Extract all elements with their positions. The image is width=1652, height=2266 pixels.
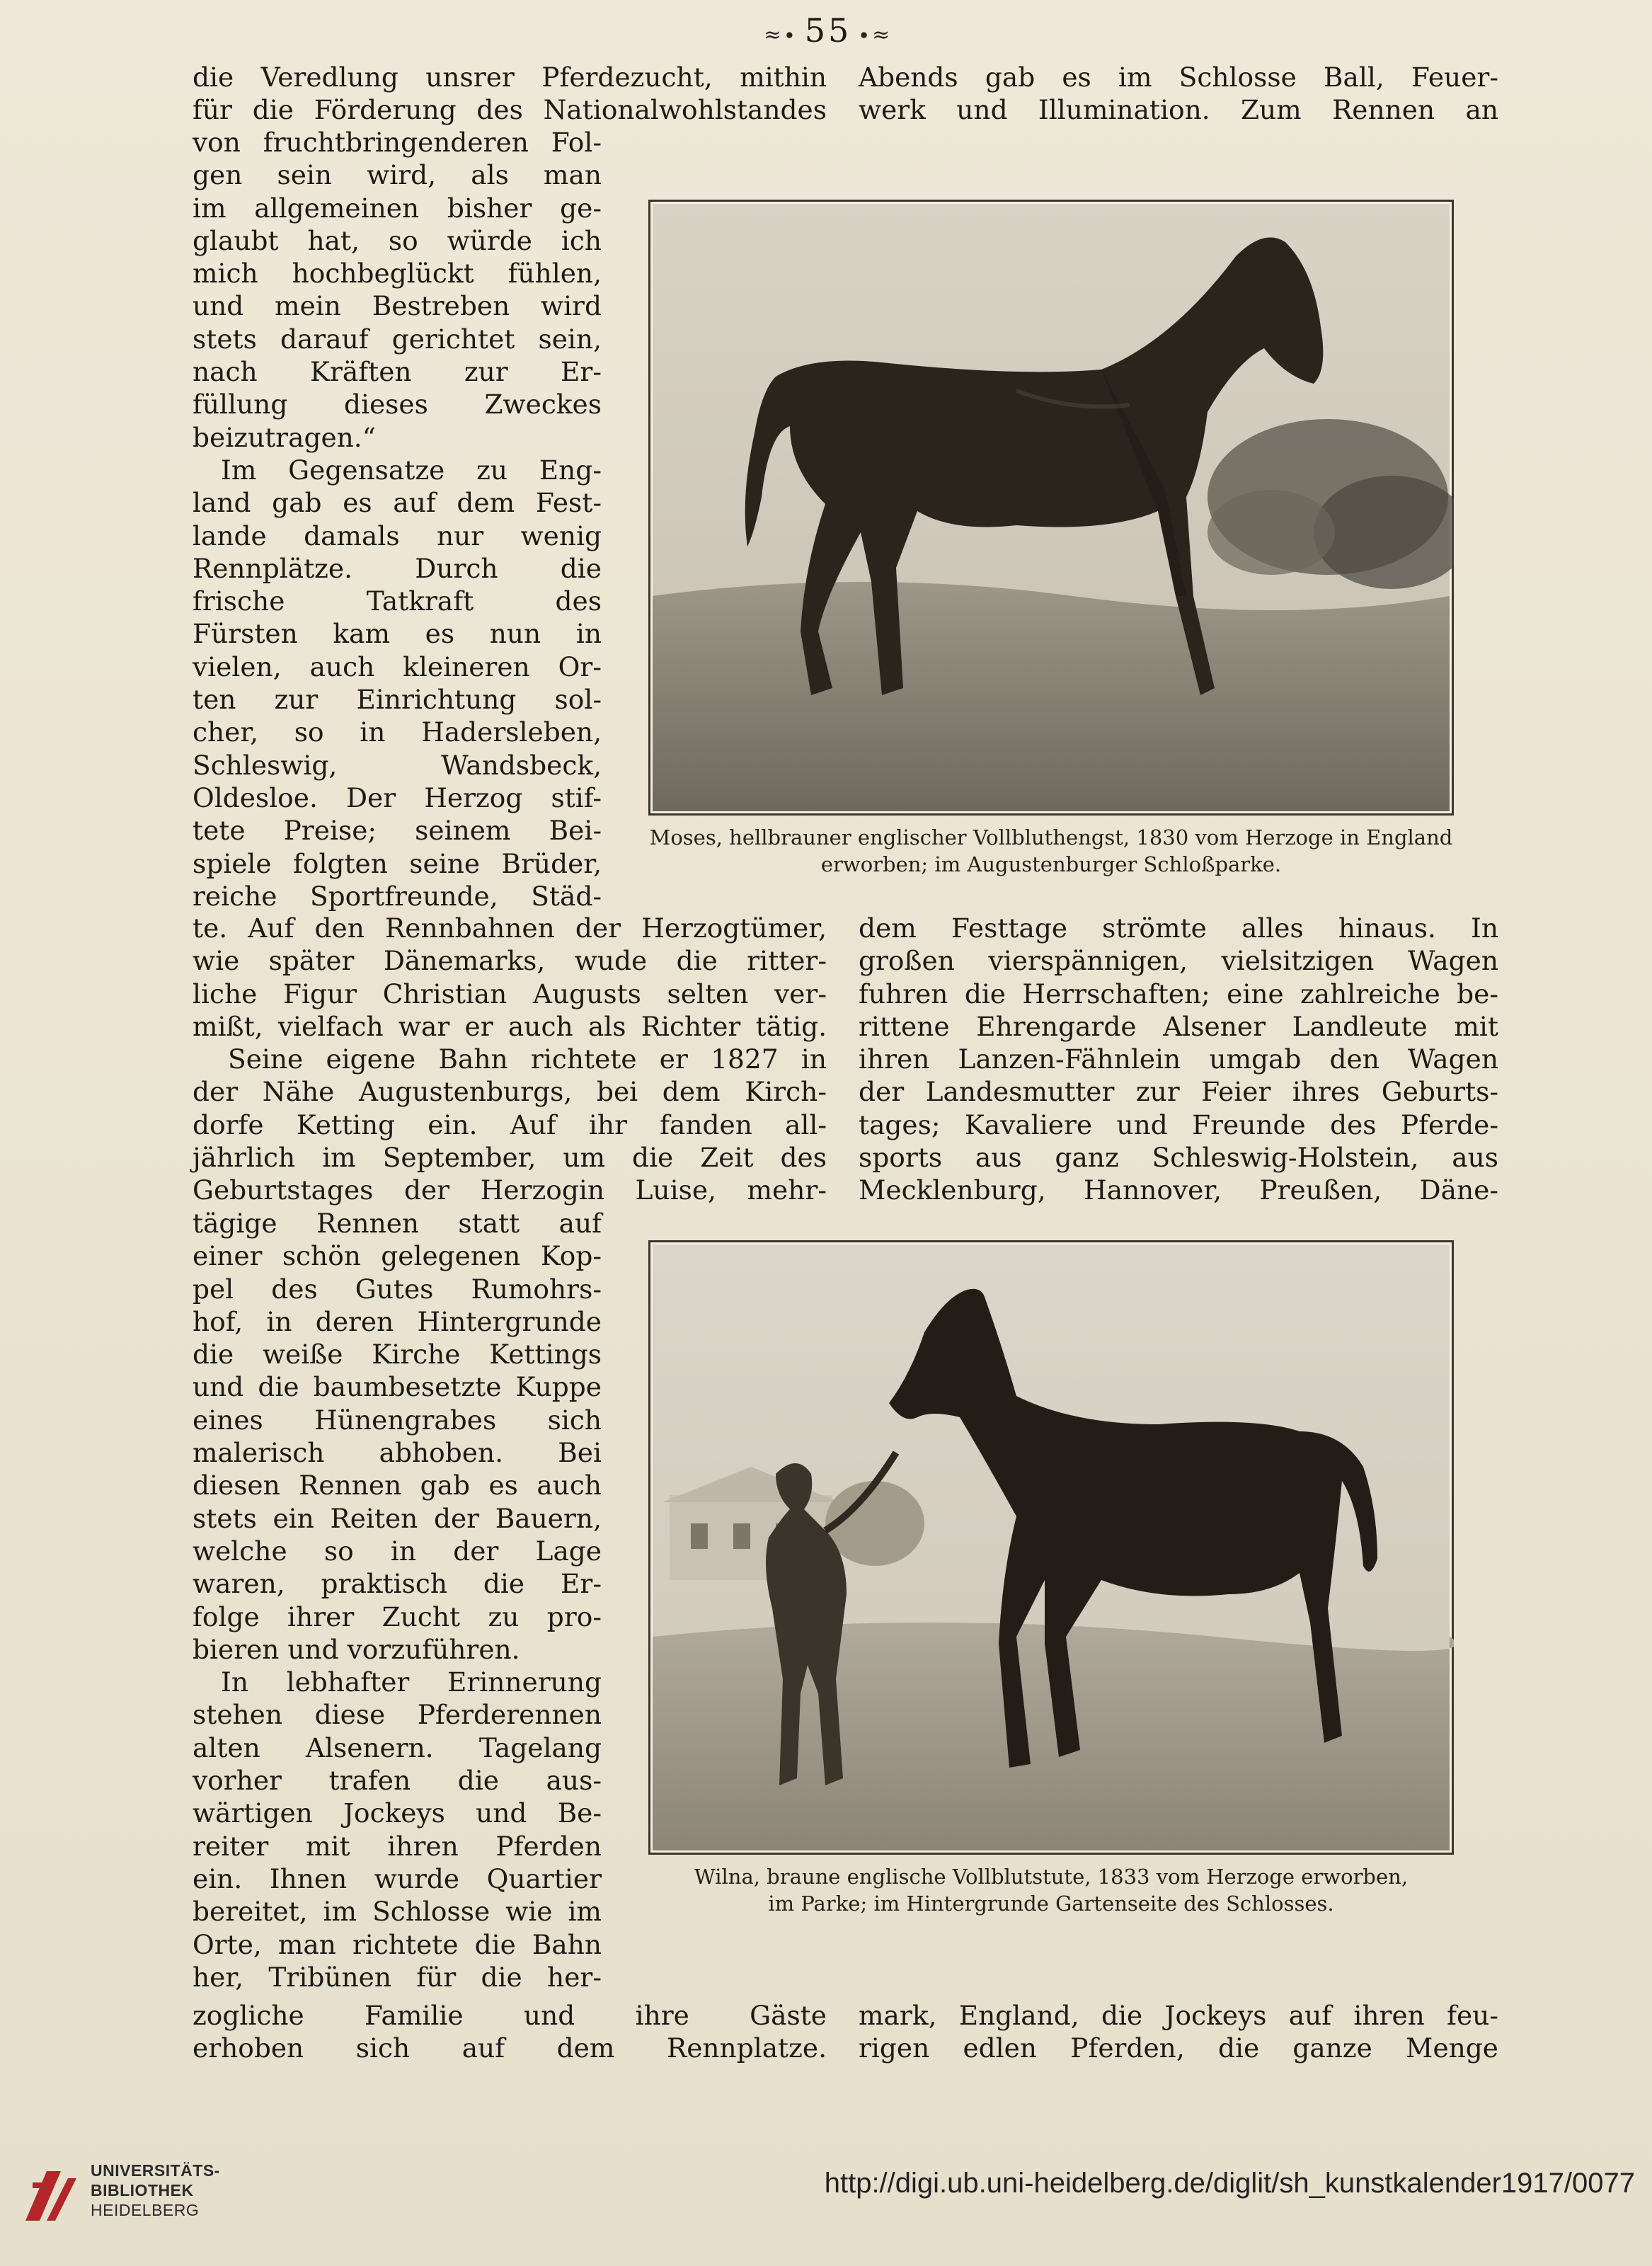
- text-line: Oldesloe. Der Herzog stif-: [193, 782, 602, 813]
- text-line: erhoben sich auf dem Rennplatze.: [193, 2032, 827, 2064]
- caption-line: Wilna, braune englische Vollblutstute, 1833 vom Herzoge erworben,: [694, 1865, 1409, 1889]
- page-number: [729, 11, 927, 50]
- text-line: werk und Illumination. Zum Rennen an: [859, 94, 1498, 126]
- text-line: einer schön gelegenen Kop-: [193, 1240, 602, 1272]
- library-name-line: HEIDELBERG: [91, 2201, 200, 2219]
- text-line: zogliche Familie und ihre Gäste: [193, 2000, 827, 2031]
- text-line: mich hochbeglückt fühlen,: [193, 258, 602, 290]
- text-line: füllung dieses Zweckes: [193, 389, 602, 420]
- caption-line: im Parke; im Hintergrunde Gartenseite des Schlosses.: [768, 1892, 1334, 1916]
- ornament-left-icon: ≈∙: [763, 23, 798, 47]
- page-number-text: 55: [804, 11, 852, 50]
- text-line: im allgemeinen bisher ge-: [193, 192, 602, 224]
- text-line: Schleswig, Wandsbeck,: [193, 749, 602, 781]
- text-line: Abends gab es im Schlosse Ball, Feuer-: [859, 62, 1498, 93]
- right-column-bottom: [859, 1999, 1498, 2065]
- horse-moses-illustration: [648, 200, 1454, 816]
- text-line: tägige Rennen statt auf: [193, 1208, 602, 1239]
- text-line: stehen diese Pferderennen: [193, 1699, 602, 1731]
- text-line: lande damals nur wenig: [193, 520, 602, 551]
- text-line: welche so in der Lage: [193, 1535, 602, 1567]
- left-column-narrow-1: [193, 126, 602, 912]
- text-line: wie später Dänemarks, wude die ritter-: [193, 945, 827, 977]
- right-column-middle: [859, 912, 1498, 1207]
- text-line: her, Tribünen für die her-: [193, 1961, 602, 1993]
- source-url-link[interactable]: http://digi.ub.uni-heidelberg.de/diglit/sh_kunstkalender1917/0077: [824, 2168, 1635, 2199]
- text-line: der Nähe Augustenburgs, bei dem Kirch-: [193, 1076, 827, 1108]
- text-line: malerisch abhoben. Bei: [193, 1437, 602, 1469]
- text-line: stets darauf gerichtet sein,: [193, 323, 602, 355]
- text-line: ihren Lanzen-Fähnlein umgab den Wagen: [859, 1043, 1498, 1075]
- text-line: pel des Gutes Rumohrs-: [193, 1273, 602, 1305]
- text-line: vorher trafen die aus-: [193, 1765, 602, 1797]
- text-line: frische Tatkraft des: [193, 585, 602, 617]
- text-line: tages; Kavaliere und Freunde des Pferde-: [859, 1109, 1498, 1140]
- text-line: dorfe Ketting ein. Auf ihr fanden all-: [193, 1109, 827, 1140]
- figure-moses: [648, 200, 1454, 816]
- text-line: der Landesmutter zur Feier ihres Geburts-: [859, 1076, 1498, 1108]
- text-line: wärtigen Jockeys und Be-: [193, 1797, 602, 1829]
- text-line: spiele folgten seine Brüder,: [193, 847, 602, 879]
- text-line: waren, praktisch die Er-: [193, 1568, 602, 1600]
- text-line: te. Auf den Rennbahnen der Herzogtümer,: [193, 912, 827, 944]
- library-name-line: UNIVERSITÄTS-: [91, 2161, 220, 2180]
- text-line: beizutragen.“: [193, 421, 376, 453]
- text-line: hof, in deren Hintergrunde: [193, 1305, 602, 1337]
- ornament-right-icon: ∙≈: [859, 23, 893, 47]
- text-line: alten Alsenern. Tagelang: [193, 1732, 602, 1763]
- figure-wilna: [648, 1240, 1454, 1855]
- library-name-line: BIBLIOTHEK: [91, 2181, 194, 2199]
- caption-line: erworben; im Augustenburger Schloßparke.: [820, 852, 1282, 876]
- text-line: sports aus ganz Schleswig-Holstein, aus: [859, 1142, 1498, 1174]
- text-line: Geburtstages der Herzogin Luise, mehr-: [193, 1174, 827, 1206]
- text-line: diesen Rennen gab es auch: [193, 1470, 602, 1501]
- text-line: liche Figur Christian Augusts selten ver-: [193, 978, 827, 1009]
- text-line: folge ihrer Zucht zu pro-: [193, 1601, 602, 1632]
- text-line: bereitet, im Schlosse wie im: [193, 1896, 602, 1928]
- horse-wilna-illustration: [648, 1240, 1454, 1855]
- figure2-caption: [637, 1863, 1465, 1917]
- text-line: In lebhafter Erinnerung: [221, 1666, 602, 1698]
- text-line: und die baumbesetzte Kuppe: [193, 1371, 602, 1403]
- left-column-narrow-2: [193, 1207, 602, 1993]
- text-line: großen vierspännigen, vielsitzigen Wagen: [859, 945, 1498, 977]
- text-line: rittene Ehrengarde Alsener Landleute mit: [859, 1010, 1498, 1042]
- library-logo-icon: [18, 2157, 84, 2228]
- text-line: rigen edlen Pferden, die ganze Menge: [859, 2032, 1498, 2064]
- text-line: fuhren die Herrschaften; eine zahlreiche be-: [859, 978, 1498, 1009]
- text-line: die Veredlung unsrer Pferdezucht, mithin: [193, 62, 827, 93]
- library-name: [91, 2161, 220, 2220]
- left-column-wide-middle: [193, 912, 827, 1207]
- text-line: vielen, auch kleineren Or-: [193, 651, 602, 682]
- text-line: Im Gegensatze zu Eng-: [221, 454, 602, 486]
- text-line: ten zur Einrichtung sol-: [193, 684, 602, 716]
- left-column-wide-top: [193, 61, 827, 127]
- text-line: die weiße Kirche Kettings: [193, 1339, 602, 1371]
- text-line: mißt, vielfach war er auch als Richter tätig.: [193, 1010, 827, 1042]
- figure1-caption: [637, 824, 1465, 878]
- text-line: Rennplätze. Durch die: [193, 552, 602, 584]
- text-line: Fürsten kam es nun in: [193, 618, 602, 650]
- text-line: jährlich im September, um die Zeit des: [193, 1142, 827, 1174]
- text-line: Orte, man richtete die Bahn: [193, 1928, 602, 1960]
- text-line: ein. Ihnen wurde Quartier: [193, 1862, 602, 1894]
- text-line: nach Kräften zur Er-: [193, 356, 602, 388]
- text-line: Seine eigene Bahn richtete er 1827 in: [228, 1043, 827, 1075]
- text-line: reiche Sportfreunde, Städ-: [193, 880, 602, 912]
- text-line: von fruchtbringenderen Fol-: [193, 127, 602, 158]
- text-line: dem Festtage strömte alles hinaus. In: [859, 912, 1498, 944]
- text-line: cher, so in Hadersleben,: [193, 716, 602, 748]
- text-line: bieren und vorzuführen.: [193, 1633, 520, 1665]
- text-line: reiter mit ihren Pferden: [193, 1830, 602, 1862]
- text-line: glaubt hat, so würde ich: [193, 224, 602, 256]
- text-line: Mecklenburg, Hannover, Preußen, Däne-: [859, 1174, 1498, 1206]
- caption-line: Moses, hellbrauner englischer Vollbluthengst, 1830 vom Herzoge in England: [649, 825, 1453, 849]
- text-line: eines Hünengrabes sich: [193, 1404, 602, 1436]
- text-line: tete Preise; seinem Bei-: [193, 815, 602, 847]
- left-column-wide-bottom: [193, 1999, 827, 2065]
- text-line: für die Förderung des Nationalwohlstandes: [193, 94, 827, 126]
- text-line: gen sein wird, als man: [193, 159, 602, 191]
- text-line: stets ein Reiten der Bauern,: [193, 1502, 602, 1534]
- right-column-top: [859, 61, 1498, 127]
- text-line: land gab es auf dem Fest-: [193, 487, 602, 519]
- text-line: mark, England, die Jockeys auf ihren feu-: [859, 2000, 1498, 2031]
- text-line: und mein Bestreben wird: [193, 290, 602, 322]
